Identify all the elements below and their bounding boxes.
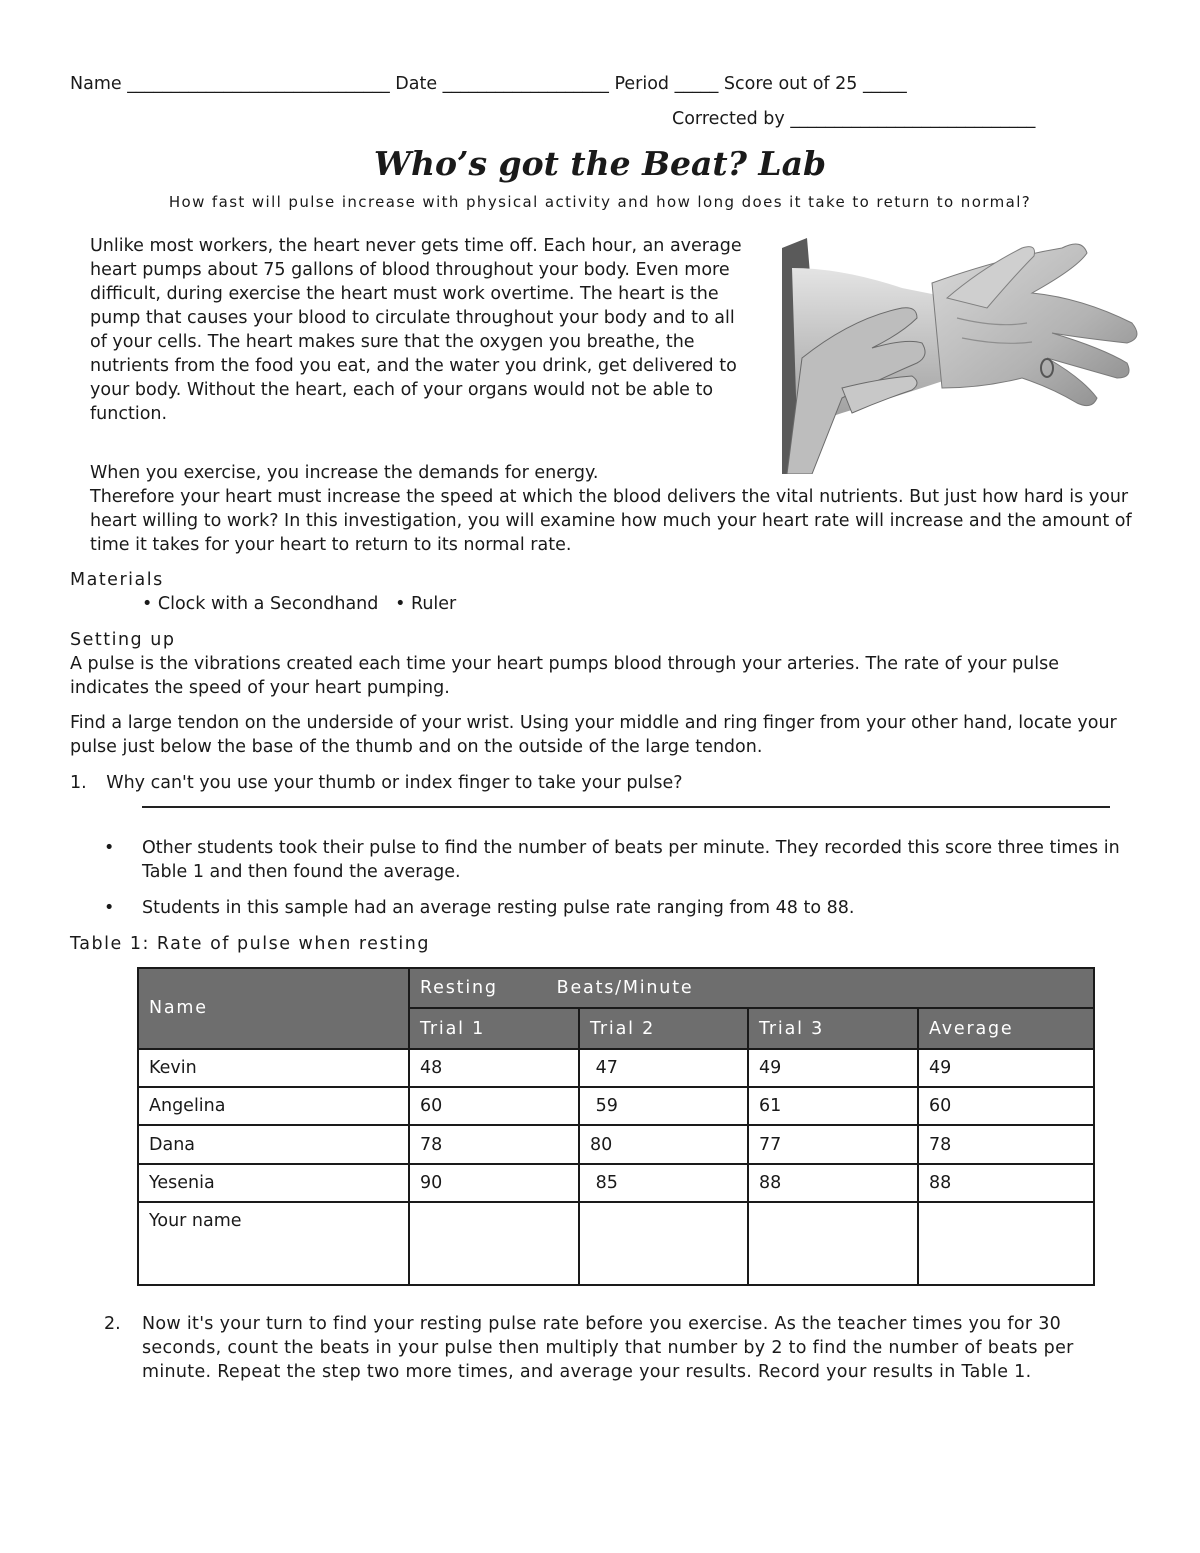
cell-name: Kevin bbox=[138, 1049, 409, 1087]
header-trial-3: Trial 3 bbox=[748, 1008, 918, 1048]
intro-paragraph-2 bbox=[90, 461, 1140, 557]
cell-average: 60 bbox=[918, 1087, 1094, 1125]
header-trial-2: Trial 2 bbox=[579, 1008, 748, 1048]
cell-name: Yesenia bbox=[138, 1164, 409, 1202]
table-row bbox=[138, 1087, 1094, 1125]
header-resting: Resting Beats/Minute bbox=[409, 968, 1094, 1008]
materials-heading: Materials bbox=[70, 570, 164, 590]
setup-heading: Setting up bbox=[70, 630, 176, 650]
cell-name: Angelina bbox=[138, 1087, 409, 1125]
cell-blank-average[interactable] bbox=[918, 1202, 1094, 1285]
table-row bbox=[138, 1125, 1094, 1163]
cell-blank-trial-1[interactable] bbox=[409, 1202, 579, 1285]
header-average: Average bbox=[918, 1008, 1094, 1048]
header-name: Name bbox=[138, 968, 409, 1049]
table-row bbox=[138, 1049, 1094, 1087]
question-2-text: Now it's your turn to find your resting pulse rate before you exercise. As the teacher times you for 30 seconds, count the beats in your pulse then multiply that number by 2 to find the number of beats per minute. Repeat the step two more times, and average your results. Record your results in Table 1. bbox=[142, 1314, 1074, 1382]
cell-trial-2: 47 bbox=[579, 1049, 748, 1087]
cell-average: 49 bbox=[918, 1049, 1094, 1087]
cell-trial-1: 60 bbox=[409, 1087, 579, 1125]
page-subtitle: How fast will pulse increase with physical activity and how long does it take to return to normal? bbox=[168, 193, 1032, 211]
question-2 bbox=[104, 1312, 1134, 1408]
cell-trial-2: 80 bbox=[579, 1125, 748, 1163]
cell-trial-1: 78 bbox=[409, 1125, 579, 1163]
cell-your-name[interactable]: Your name bbox=[138, 1202, 409, 1285]
question-1-number: 1. bbox=[70, 773, 87, 793]
cell-trial-2: 59 bbox=[579, 1087, 748, 1125]
table-row-blank bbox=[138, 1202, 1094, 1285]
cell-trial-3: 61 bbox=[748, 1087, 918, 1125]
bullet-text: Students in this sample had an average resting pulse rate ranging from 48 to 88. bbox=[142, 898, 855, 918]
cell-blank-trial-2[interactable] bbox=[579, 1202, 748, 1285]
bullet-symbol: • bbox=[104, 838, 115, 858]
question-1 bbox=[70, 771, 683, 795]
cell-trial-1: 48 bbox=[409, 1049, 579, 1087]
cell-trial-3: 49 bbox=[748, 1049, 918, 1087]
page-title: Who’s got the Beat? Lab bbox=[373, 144, 827, 183]
bullet-symbol: • bbox=[104, 898, 115, 918]
wrist-pulse-photo bbox=[782, 238, 1144, 474]
cell-trial-2: 85 bbox=[579, 1164, 748, 1202]
setup-paragraph-1: A pulse is the vibrations created each time your heart pumps blood through your arteries. The rate of your pulse indicates the speed of your heart pumping. bbox=[70, 654, 1059, 698]
cell-average: 78 bbox=[918, 1125, 1094, 1163]
intro-text-2a: When you exercise, you increase the demands for energy. bbox=[90, 463, 599, 483]
cell-blank-trial-3[interactable] bbox=[748, 1202, 918, 1285]
header-trial-1: Trial 1 bbox=[409, 1008, 579, 1048]
bullet-item bbox=[104, 836, 1134, 884]
bullet-item bbox=[104, 896, 1134, 920]
header-fields: Name ______________________________ Date ___________________ Period _____ Score out of 25 _____ bbox=[70, 74, 907, 94]
question-1-answer-line[interactable] bbox=[142, 806, 1110, 808]
question-2-number: 2. bbox=[104, 1314, 121, 1334]
corrected-by-field: Corrected by ____________________________ bbox=[672, 109, 1036, 129]
intro-paragraph-1 bbox=[90, 234, 755, 426]
pulse-table bbox=[137, 967, 1095, 1286]
table-row bbox=[138, 1164, 1094, 1202]
cell-trial-1: 90 bbox=[409, 1164, 579, 1202]
intro-text-2b: Therefore your heart must increase the speed at which the blood delivers the vital nutrients. But just how hard is your heart willing to work? In this investigation, you will examine how much your heart rate will increase and the amount of time it takes for your heart to return to its normal rate. bbox=[90, 487, 1132, 555]
intro-text-1: Unlike most workers, the heart never gets time off. Each hour, an average heart pumps about 75 gallons of blood throughout your body. Even more difficult, during exercise the heart must work overtime. The heart is the pump that causes your blood to circulate throughout your body and to all of your cells. The heart makes sure that the oxygen you breathe, the nutrients from the food you eat, and the water you drink, get delivered to your body. Without the heart, each of your organs would not be able to function. bbox=[90, 236, 742, 424]
materials-list: • Clock with a Secondhand • Ruler bbox=[142, 594, 457, 614]
table-caption: Table 1: Rate of pulse when resting bbox=[70, 934, 430, 954]
cell-trial-3: 77 bbox=[748, 1125, 918, 1163]
bullet-text: Other students took their pulse to find the number of beats per minute. They recorded this score three times in Table 1 and then found the average. bbox=[142, 838, 1120, 882]
cell-average: 88 bbox=[918, 1164, 1094, 1202]
setup-paragraph-2: Find a large tendon on the underside of your wrist. Using your middle and ring finger from your other hand, locate your pulse just below the base of the thumb and on the outside of the large tendon. bbox=[70, 713, 1117, 757]
cell-trial-3: 88 bbox=[748, 1164, 918, 1202]
question-1-text: Why can't you use your thumb or index finger to take your pulse? bbox=[106, 773, 683, 793]
cell-name: Dana bbox=[138, 1125, 409, 1163]
